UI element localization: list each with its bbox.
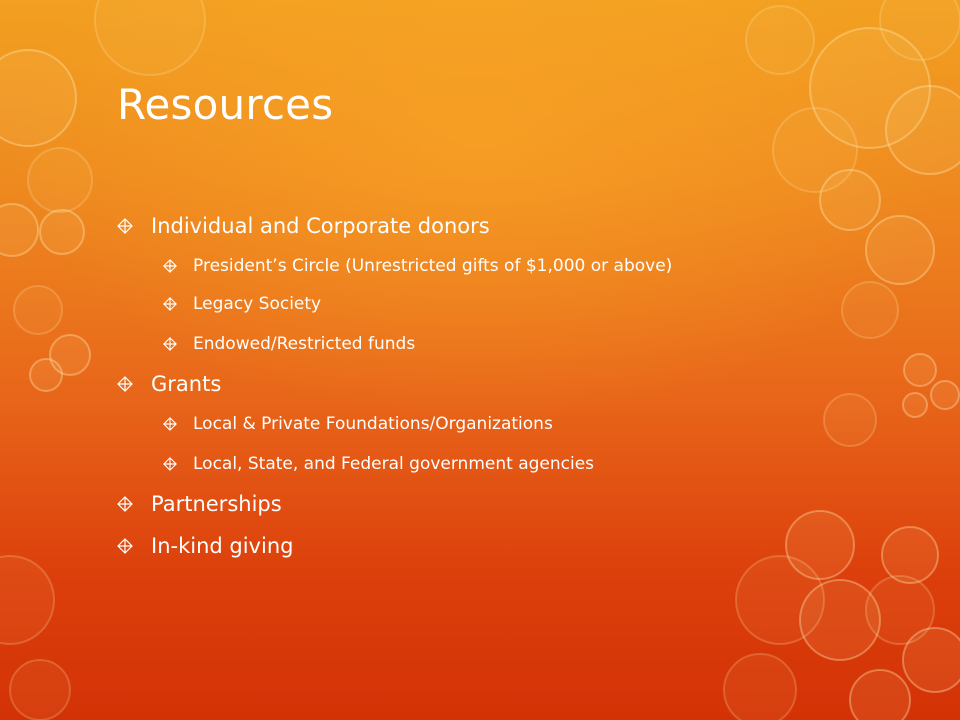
- bullet-text: Partnerships: [151, 492, 282, 516]
- sub-bullet-item: [163, 294, 321, 314]
- sub-bullet-text: Local, State, and Federal government agencies: [193, 454, 595, 474]
- sub-bullet-item: [163, 454, 594, 474]
- sub-bullet-text: Legacy Society: [193, 294, 322, 314]
- quad-diamond-bullet-icon: [117, 496, 133, 512]
- bullet-item: [117, 534, 293, 558]
- bullet-text: In-kind giving: [151, 534, 294, 558]
- bullet-text: Individual and Corporate donors: [151, 214, 490, 238]
- quad-diamond-bullet-icon: [163, 337, 177, 351]
- quad-diamond-bullet-icon: [163, 417, 177, 431]
- sub-bullet-text: President’s Circle (Unrestricted gifts of $1,000 or above): [193, 256, 673, 276]
- quad-diamond-bullet-icon: [117, 538, 133, 554]
- quad-diamond-bullet-icon: [163, 259, 177, 273]
- bullet-text: Grants: [151, 372, 222, 396]
- sub-bullet-text: Endowed/Restricted funds: [193, 334, 416, 354]
- bullet-item: [117, 492, 282, 516]
- quad-diamond-bullet-icon: [163, 457, 177, 471]
- sub-bullet-item: [163, 256, 672, 276]
- sub-bullet-item: [163, 414, 553, 434]
- sub-bullet-text: Local & Private Foundations/Organizations: [193, 414, 553, 434]
- slide-title: Resources: [117, 80, 334, 129]
- bullet-item: [117, 214, 490, 238]
- quad-diamond-bullet-icon: [163, 297, 177, 311]
- quad-diamond-bullet-icon: [117, 218, 133, 234]
- bullet-item: [117, 372, 221, 396]
- quad-diamond-bullet-icon: [117, 376, 133, 392]
- sub-bullet-item: [163, 334, 415, 354]
